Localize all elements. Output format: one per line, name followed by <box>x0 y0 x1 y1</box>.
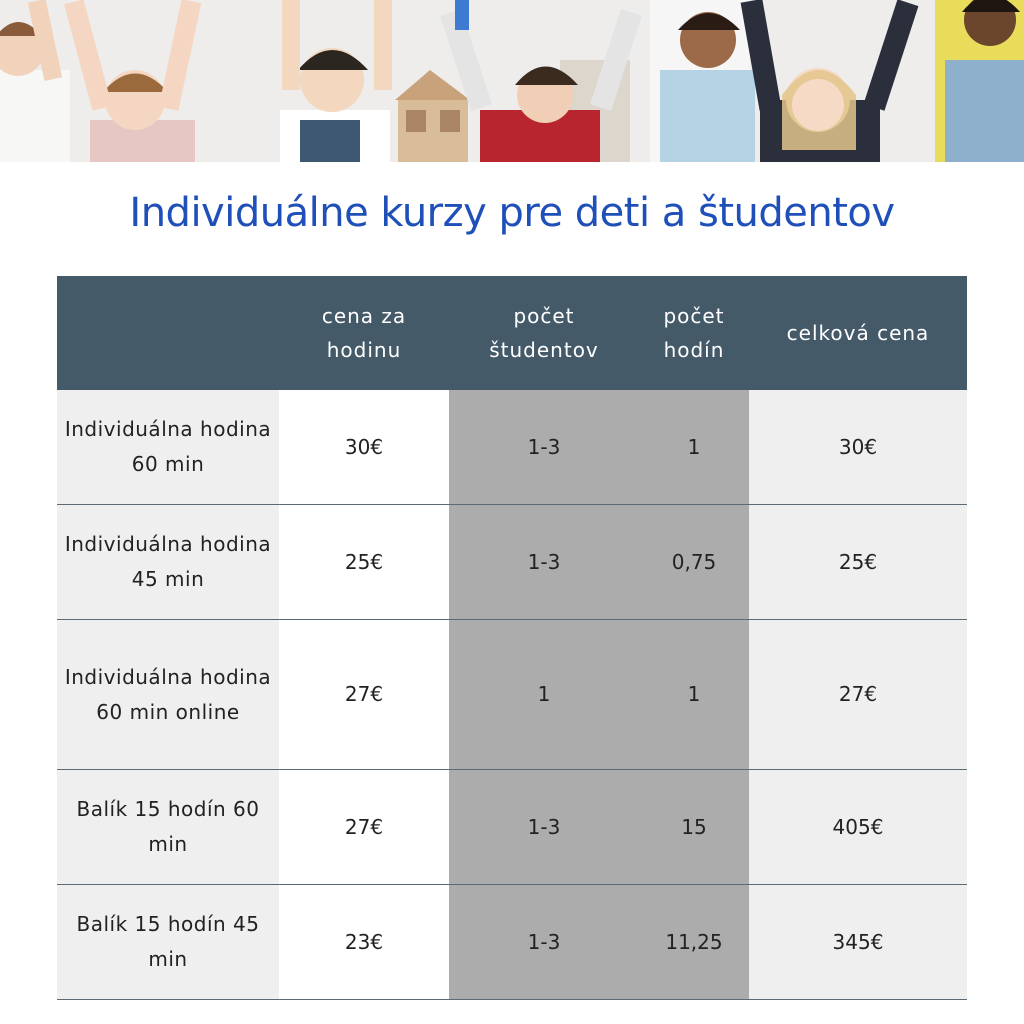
price-cell: 30€ <box>279 390 449 505</box>
hours-cell: 15 <box>639 770 749 885</box>
row-label: Individuálna hodina 60 min <box>57 390 279 505</box>
pricing-table-header <box>57 276 967 390</box>
price-cell: 23€ <box>279 885 449 1000</box>
price-cell: 25€ <box>279 505 449 620</box>
row-label: Balík 15 hodín 45 min <box>57 885 279 1000</box>
row-label: Balík 15 hodín 60 min <box>57 770 279 885</box>
students-cell: 1-3 <box>449 505 639 620</box>
hours-cell: 11,25 <box>639 885 749 1000</box>
header-hour-count: počet hodín <box>639 276 749 390</box>
hours-cell: 1 <box>639 620 749 770</box>
students-cell: 1 <box>449 620 639 770</box>
table-row <box>57 770 967 885</box>
child-7 <box>935 0 1024 162</box>
row-label: Individuálna hodina 60 min online <box>57 620 279 770</box>
price-cell: 27€ <box>279 620 449 770</box>
total-cell: 345€ <box>749 885 967 1000</box>
table-row <box>57 885 967 1000</box>
hero-photo-children <box>0 0 1024 162</box>
table-row <box>57 505 967 620</box>
page-title: Individuálne kurzy pre deti a študentov <box>129 190 895 236</box>
students-cell: 1-3 <box>449 885 639 1000</box>
hours-cell: 1 <box>639 390 749 505</box>
pricing-table <box>57 276 967 1000</box>
students-cell: 1-3 <box>449 390 639 505</box>
header-price-per-hour: cena za hodinu <box>279 276 449 390</box>
total-cell: 405€ <box>749 770 967 885</box>
header-total-price: celková cena <box>749 276 967 390</box>
total-cell: 30€ <box>749 390 967 505</box>
header-student-count: počet študentov <box>449 276 639 390</box>
row-label: Individuálna hodina 45 min <box>57 505 279 620</box>
total-cell: 27€ <box>749 620 967 770</box>
students-cell: 1-3 <box>449 770 639 885</box>
price-cell: 27€ <box>279 770 449 885</box>
table-row <box>57 390 967 505</box>
children-raising-hands-illustration <box>0 0 1024 162</box>
header-empty <box>57 276 279 390</box>
hours-cell: 0,75 <box>639 505 749 620</box>
table-row <box>57 620 967 770</box>
total-cell: 25€ <box>749 505 967 620</box>
